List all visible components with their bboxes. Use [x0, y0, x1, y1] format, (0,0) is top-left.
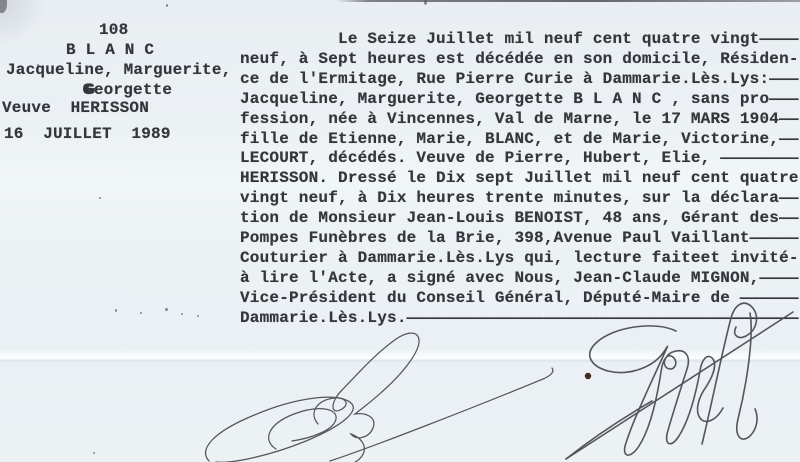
act-text-line: Le Seize Juillet mil neuf cent quatre vingt————	[240, 30, 799, 48]
ink-speck	[197, 315, 199, 317]
ink-speck	[115, 309, 117, 312]
act-text-line: Jacqueline, Marguerite, Georgette B L A N C , sans pro———	[240, 89, 799, 108]
act-text-line: vingt neuf, à Dix heures trente minutes, sur la déclara——	[240, 189, 799, 208]
ink-speck	[424, 0, 427, 5]
act-text-line: fille de Etienne, Marie, BLANC, et de Marie, Victorine,——	[240, 129, 799, 148]
ink-dot	[585, 373, 591, 379]
paper-fold-crease	[0, 349, 800, 367]
ink-speck	[181, 313, 183, 315]
act-text-line: à lire l'Acte, a signé avec Nous, Jean-Claude MIGNON,————	[240, 268, 799, 287]
scan-corner-artifact	[0, 0, 7, 13]
act-text-line: LECOURT, décédés. Veuve de Pierre, Hubert, Elie, ————————	[240, 149, 799, 168]
act-text-line: tion de Monsieur Jean-Louis BENOIST, 48 ans, Gérant des——	[240, 209, 799, 228]
ink-speck	[93, 452, 95, 454]
act-text-line: Vice-Président du Conseil Général, Député-Maire de ——————	[240, 288, 799, 307]
act-text-line: fession, née à Vincennes, Val de Marne, le 17 MARS 1904——	[240, 109, 799, 128]
act-text-line: ce de l'Ermitage, Rue Pierre Curie à Dammarie.Lès.Lys:———	[240, 69, 799, 88]
deceased-surname: B L A N C	[66, 41, 155, 59]
ink-speck	[165, 308, 168, 311]
scan-top-edge-artifact	[336, 0, 800, 2]
act-text-line: HERISSON. Dressé le Dix sept Juillet mil neuf cent quatre	[240, 169, 799, 188]
ink-speck	[140, 312, 142, 314]
act-number: 108	[99, 21, 129, 39]
act-text-line: neuf, à Sept heures est décédée en son domicile, Résiden-	[240, 49, 799, 68]
widow-status-line: Veuve HERISSON	[2, 99, 150, 117]
ink-speck	[166, 4, 168, 7]
death-date-line: 16 JUILLET 1989	[4, 125, 171, 143]
act-text-body	[240, 30, 800, 329]
deceased-given-names-line-1: Jacqueline, Marguerite,	[6, 61, 232, 79]
act-text-line: Dammarie.Lès.Lys.————————————————————————————————————————	[240, 308, 799, 327]
ink-speck	[99, 197, 101, 199]
deceased-given-names-line-2: Georgette	[84, 81, 173, 99]
act-text-line: Couturier à Dammarie.Lès.Lys qui, lecture faiteet invité-	[240, 248, 799, 267]
act-text-line: Pompes Funèbres de la Brie, 398,Avenue Paul Vaillant—————	[240, 229, 799, 248]
